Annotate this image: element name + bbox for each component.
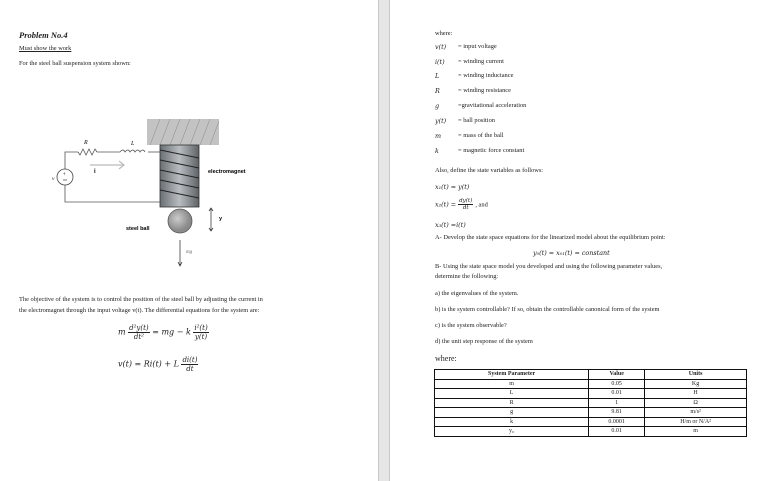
state-x1: x₁(t) = y(t) (435, 183, 470, 191)
equilibrium-eq: y₀(t) = x₀₁(t) = constant (533, 249, 610, 257)
instruction: Must show the work (19, 45, 72, 52)
table-row (435, 417, 747, 427)
cell-value: 0.0001 (589, 417, 645, 427)
header-parameter: System Parameter (435, 370, 589, 380)
table-row (435, 398, 747, 408)
label-L: L (131, 141, 135, 147)
question-b: b) is the system controllable? If so, obtain the controllable canonical form of the system (435, 306, 660, 313)
definition-description: = winding resistance (458, 87, 511, 94)
problem-title: Problem No.4 (19, 30, 68, 40)
cell-units: H/m or N/A² (645, 417, 747, 427)
svg-text:+: + (62, 172, 66, 178)
state-x2 (435, 198, 488, 211)
label-v: v (52, 176, 55, 182)
definition-symbol: y(t) (435, 117, 447, 125)
cell-value: 1 (589, 398, 645, 408)
eq2-den: dt (186, 365, 194, 373)
definition-description: = ball position (458, 117, 495, 124)
table-row (435, 379, 747, 389)
cell-parameter: L (435, 389, 589, 399)
part-b-line1: B- Using the state space model you developed and using the following parameter values, (435, 263, 663, 270)
definition-description: = input voltage (458, 43, 497, 50)
cell-value: 9.81 (589, 408, 645, 418)
definition-symbol: g (435, 102, 440, 110)
cell-parameter: g (435, 408, 589, 418)
definition-symbol: k (435, 147, 439, 155)
parameter-table (434, 369, 747, 437)
page-separator (378, 0, 390, 481)
definition-description: = winding inductance (458, 72, 514, 79)
cell-units: m/s² (645, 408, 747, 418)
part-b-line2: determine the following: (435, 273, 499, 280)
current-arrow-icon (90, 161, 124, 169)
circuit-wires (62, 149, 160, 202)
intro-text: For the steel ball suspension system shown: (19, 60, 131, 67)
table-row (435, 389, 747, 399)
x2-lhs: x₂(t) = (435, 200, 457, 209)
x2-den: dt (462, 205, 469, 211)
electromagnet-coil (160, 145, 199, 207)
ceiling-hatch (147, 119, 219, 145)
objective-line2: the electromagnet through the input voltage v(t). The differential equations for the system are: (19, 307, 260, 314)
table-header-row (435, 370, 747, 380)
definition-symbol: L (435, 72, 440, 80)
cell-units: Kg (645, 379, 747, 389)
table-row (435, 408, 747, 418)
state-intro: Also, define the state variables as follows: (435, 167, 544, 174)
eq1-num: d²y(t) (129, 324, 149, 332)
question-a: a) the eigenvalues of the system. (435, 290, 519, 297)
cell-parameter: R (435, 398, 589, 408)
cell-units: Ω (645, 398, 747, 408)
eq1-coef: m (118, 327, 126, 337)
voltage-source-icon (57, 169, 73, 185)
where-label: where: (435, 30, 453, 37)
steel-ball (168, 209, 192, 233)
definition-symbol: m (435, 132, 442, 140)
table-row (435, 427, 747, 437)
eq2-lhs: v(t) = Ri(t) + L (118, 359, 179, 369)
definition-symbol: v(t) (435, 43, 447, 51)
definition-description: = magnetic force constant (458, 147, 525, 154)
x2-num: dy(t) (459, 198, 473, 204)
eq1-den: dt² (133, 333, 144, 341)
suspension-diagram (0, 0, 378, 481)
cell-parameter: m (435, 379, 589, 389)
resistor-icon (78, 149, 97, 155)
definition-description: =gravitational acceleration (458, 102, 527, 109)
cell-parameter: y₀ (435, 427, 589, 437)
eq2-num: di(t) (182, 356, 198, 364)
gravity-arrow-icon (178, 240, 182, 266)
cell-units: m (645, 427, 747, 437)
equation-circuit (118, 356, 198, 373)
definition-symbol: i(t) (435, 58, 445, 66)
label-steel-ball: steel ball (126, 226, 150, 232)
label-i: i (94, 169, 96, 175)
cell-value: 0.05 (589, 379, 645, 389)
y-arrow-icon (209, 208, 213, 231)
label-mg: mg (186, 250, 193, 255)
inductor-icon (120, 150, 145, 152)
eq1-rhs-num: i²(t) (194, 324, 208, 332)
definition-description: = mass of the ball (458, 132, 504, 139)
cell-units: H (645, 389, 747, 399)
eq1-mid: = mg − k (152, 327, 191, 337)
cell-value: 0.01 (589, 427, 645, 437)
where-label-2: where: (435, 354, 457, 363)
x2-tail: , and (475, 201, 488, 209)
label-electromagnet: electromagnet (208, 169, 246, 175)
label-R: R (84, 140, 88, 146)
cell-parameter: k (435, 417, 589, 427)
question-d: d) the unit step response of the system (435, 338, 533, 345)
header-units: Units (645, 370, 747, 380)
eq1-rhs-den: y(t) (194, 333, 208, 341)
definition-description: = winding current (458, 58, 504, 65)
state-x3: x₃(t) =i(t) (435, 221, 466, 229)
objective-line1: The objective of the system is to control the position of the steel ball by adjusting the current in (19, 296, 263, 303)
equation-motion (118, 324, 209, 341)
cell-value: 0.01 (589, 389, 645, 399)
header-value: Value (589, 370, 645, 380)
question-c: c) is the system observable? (435, 322, 507, 329)
label-y: y (219, 216, 223, 222)
part-a: A- Develop the state space equations for the linearized model about the equilibrium point: (435, 234, 666, 241)
definition-symbol: R (435, 87, 440, 95)
